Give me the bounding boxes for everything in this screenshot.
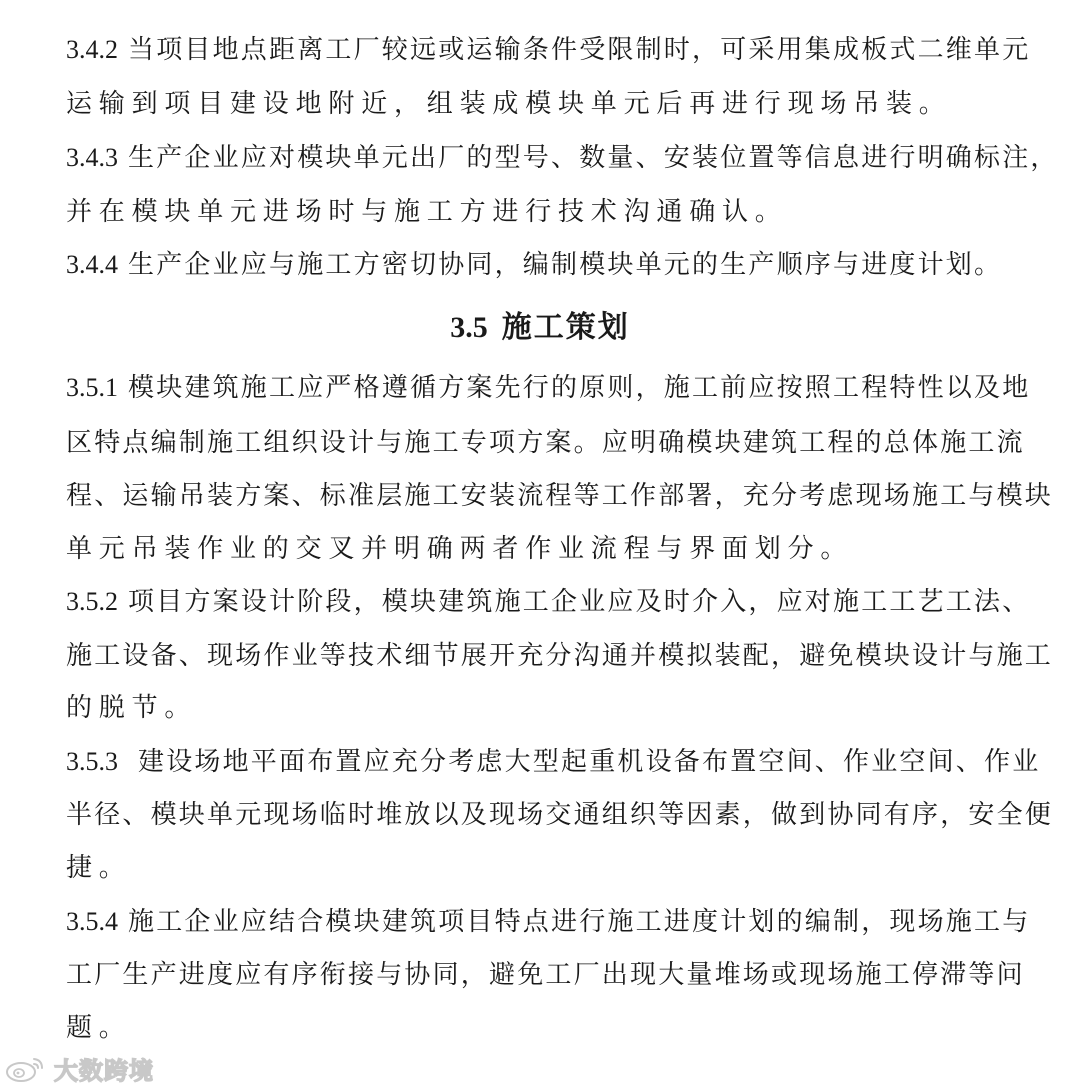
clause-text-line: 的脱节。 bbox=[66, 693, 198, 723]
clause-text-line: 程、运输吊装方案、标准层施工安装流程等工作部署，充分考虑现场施工与模块 bbox=[66, 481, 1054, 511]
clause-text: 施工企业应结合模块建筑项目特点进行施工进度计划的编制，现场施工与 bbox=[128, 907, 1031, 937]
watermark-text: 大数跨境 bbox=[54, 1056, 154, 1085]
clause-3-4-3 bbox=[66, 138, 1059, 178]
clause-number: 3.5.2 bbox=[66, 587, 118, 616]
clause-3-5-2 bbox=[66, 582, 1030, 622]
clause-3-4-2 bbox=[66, 30, 1030, 70]
watermark bbox=[4, 1050, 154, 1086]
section-title: 施工策划 bbox=[501, 310, 630, 345]
clause-3-5-1 bbox=[66, 368, 1030, 408]
clause-text-line: 运输到项目建设地附近，组装成模块单元后再进行现场吊装。 bbox=[66, 89, 952, 119]
clause-number: 3.4.2 bbox=[66, 35, 118, 64]
clause-text-line: 施工设备、现场作业等技术细节展开充分沟通并模拟装配，避免模块设计与施工 bbox=[66, 641, 1054, 671]
clause-text: 生产企业应与施工方密切协同，编制模块单元的生产顺序与进度计划。 bbox=[128, 250, 1003, 280]
clause-text: 当项目地点距离工厂较远或运输条件受限制时，可采用集成板式二维单元 bbox=[128, 35, 1031, 65]
clause-text-line: 并在模块单元进场时与施工方进行技术沟通确认。 bbox=[66, 197, 788, 227]
weibo-logo-icon bbox=[4, 1053, 48, 1083]
clause-3-5-3 bbox=[66, 742, 1040, 782]
clause-number: 3.5.1 bbox=[66, 373, 118, 402]
clause-number: 3.5.3 bbox=[66, 747, 118, 776]
clause-text: 项目方案设计阶段，模块建筑施工企业应及时介入，应对施工工艺工法、 bbox=[128, 587, 1031, 617]
clause-text: 建设场地平面布置应充分考虑大型起重机设备布置空间、作业空间、作业 bbox=[138, 747, 1041, 777]
clause-text-line: 题。 bbox=[66, 1013, 132, 1043]
section-number: 3.5 bbox=[450, 311, 488, 344]
clause-text-line: 单元吊装作业的交叉并明确两者作业流程与界面划分。 bbox=[66, 534, 854, 564]
clause-3-4-4 bbox=[66, 245, 1002, 285]
clause-text-line: 区特点编制施工组织设计与施工专项方案。应明确模块建筑工程的总体施工流 bbox=[66, 428, 1025, 458]
clause-number: 3.5.4 bbox=[66, 907, 118, 936]
clause-text-line: 捷。 bbox=[66, 853, 132, 883]
clause-text-line: 工厂生产进度应有序衔接与协同，避免工厂出现大量堆场或现场施工停滞等问 bbox=[66, 960, 1025, 990]
clause-3-5-4 bbox=[66, 902, 1030, 942]
section-heading bbox=[0, 308, 1080, 348]
clause-number: 3.4.3 bbox=[66, 143, 118, 172]
clause-text-line: 半径、模块单元现场临时堆放以及现场交通组织等因素，做到协同有序，安全便 bbox=[66, 800, 1054, 830]
clause-text: 模块建筑施工应严格遵循方案先行的原则，施工前应按照工程特性以及地 bbox=[128, 373, 1031, 403]
clause-number: 3.4.4 bbox=[66, 250, 118, 279]
clause-text: 生产企业应对模块单元出厂的型号、数量、安装位置等信息进行明确标注， bbox=[128, 143, 1059, 173]
